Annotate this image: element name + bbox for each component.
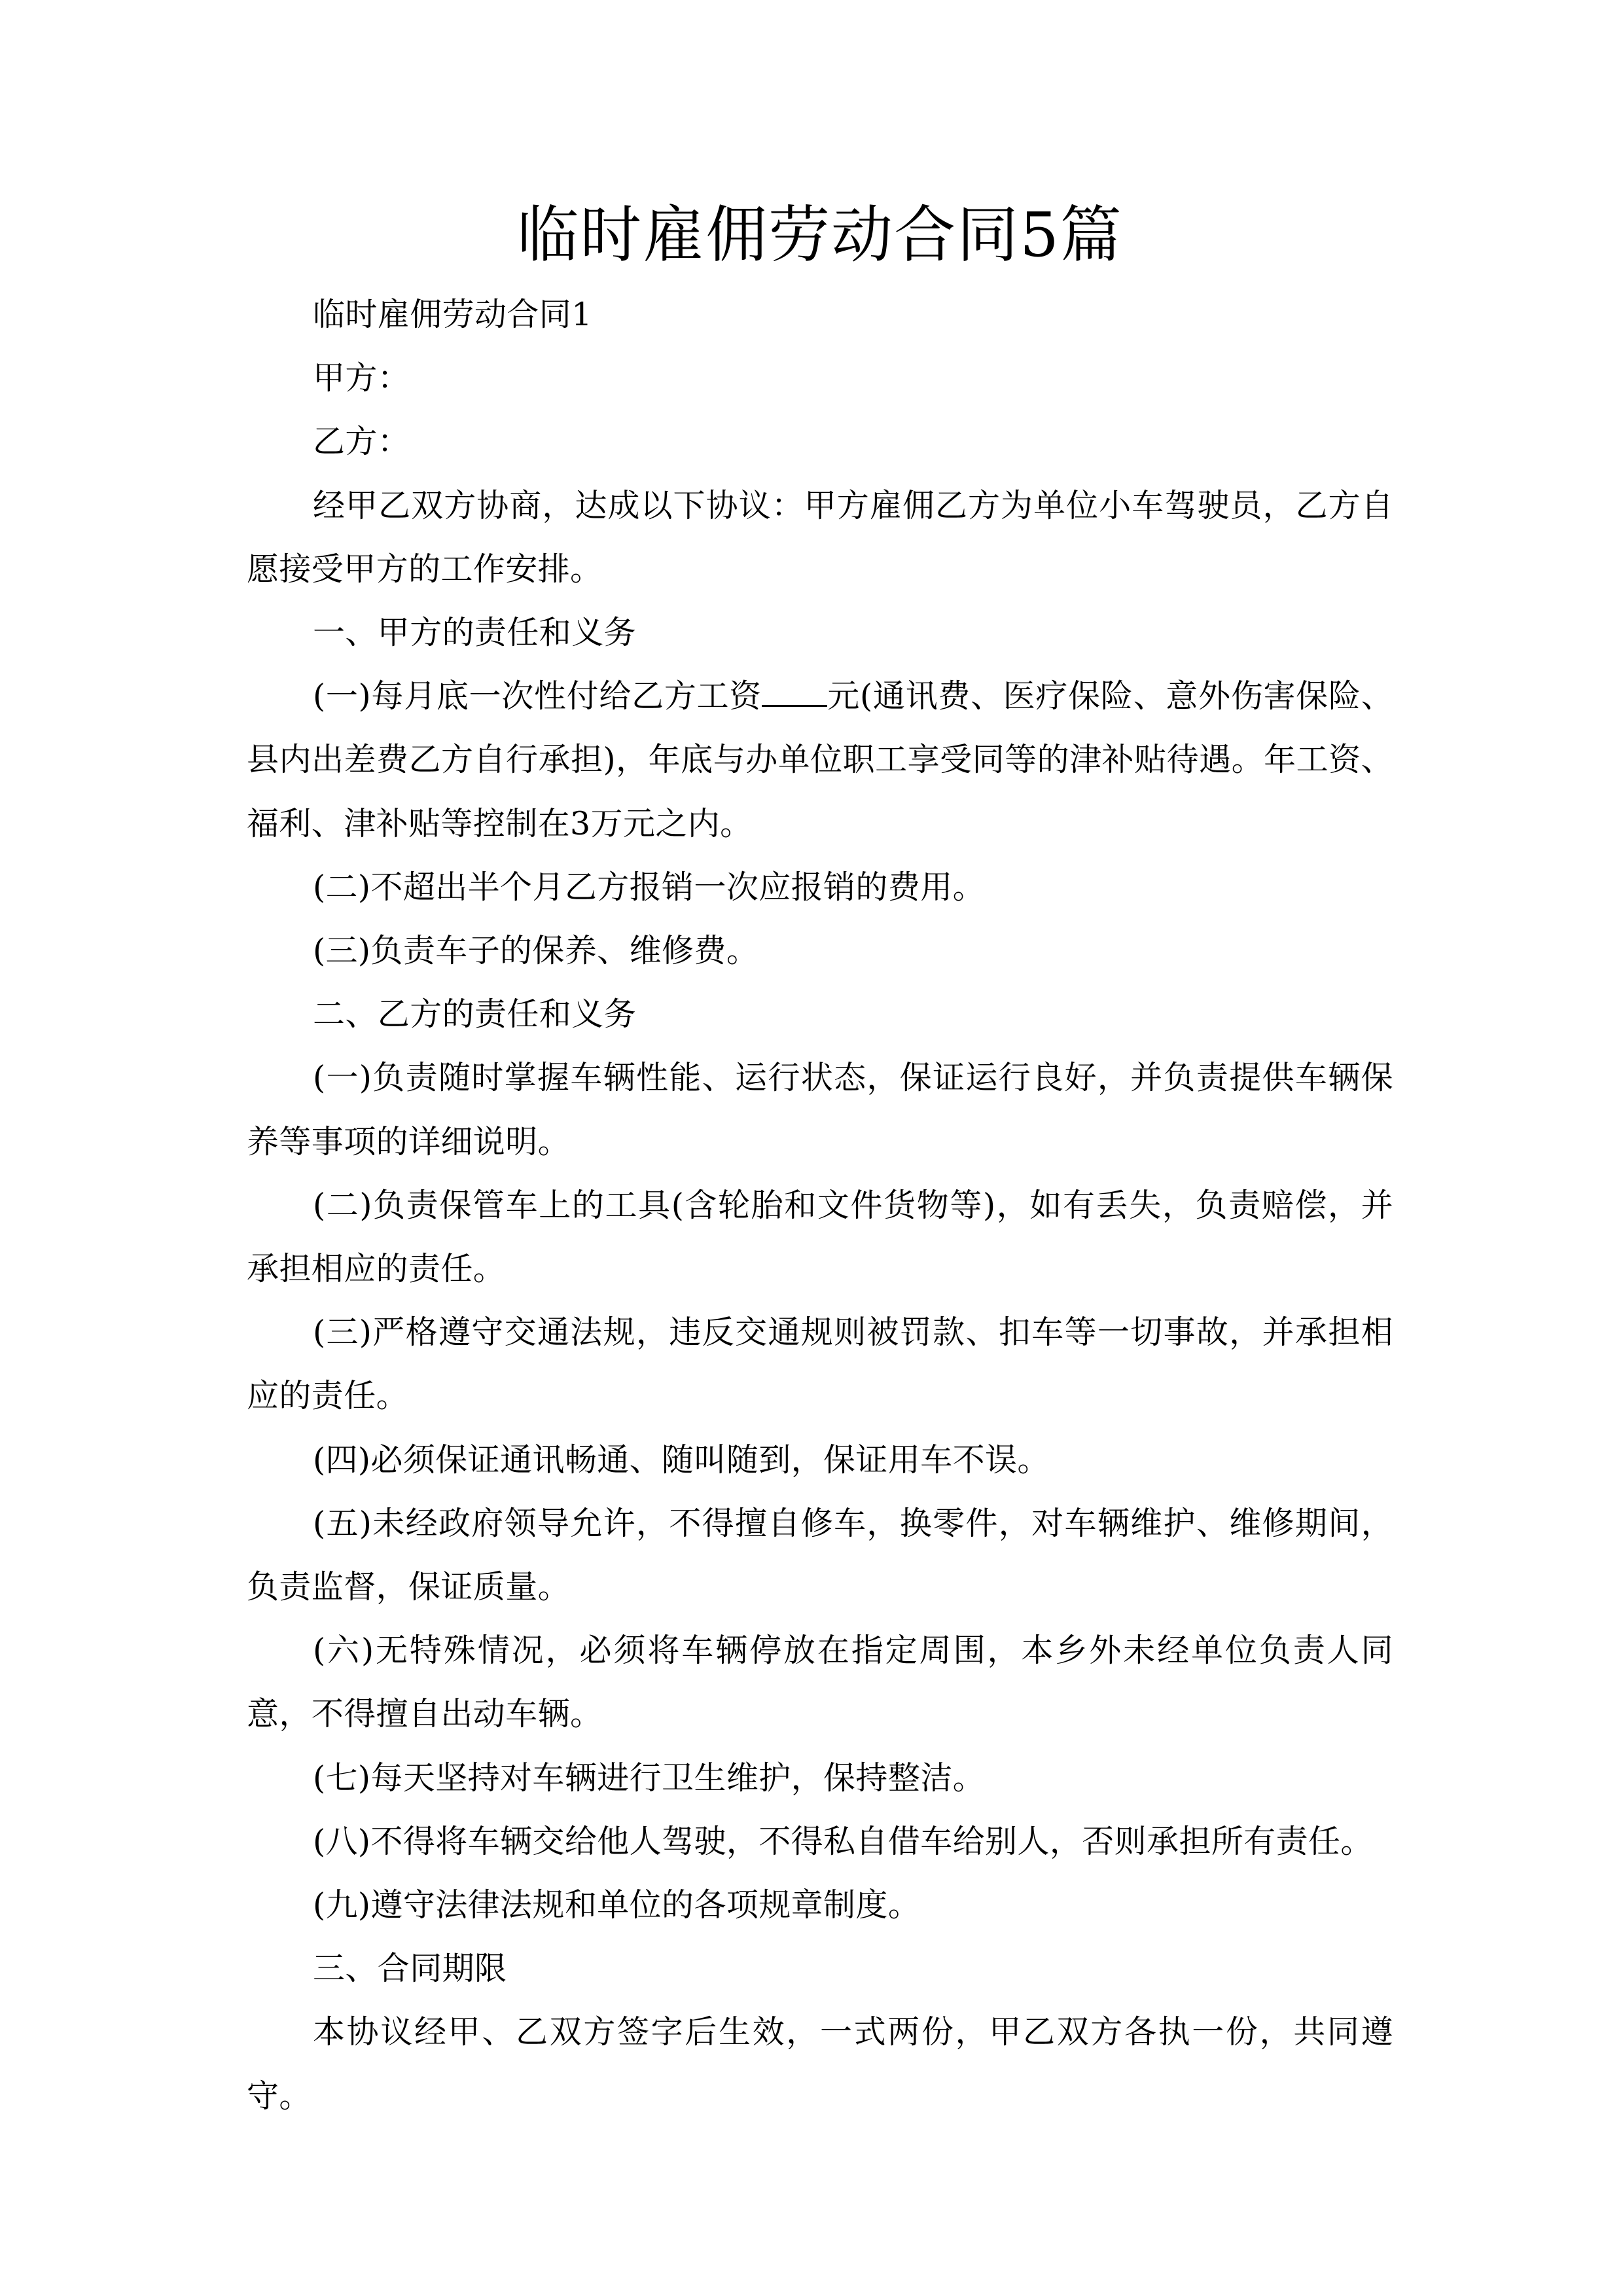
salary-blank-field [762,679,827,707]
section-3-body: 本协议经甲、乙双方签字后生效，一式两份，甲乙双方各执一份，共同遵守。 [247,2013,1393,2115]
section-1-heading: 一、甲方的责任和义务 [313,614,637,652]
section-3-heading: 三、合同期限 [313,1950,507,1988]
section-1-item-3: (三)负责车子的保养、维修费。 [313,932,759,970]
section-1-item-1-after-blank: 元(通讯费、医疗保险、意外伤害保险、县内出差费乙方自行承担)，年底与办单位职工享受同等的津补贴待遇。年工资、福利、津补贴等控制在3万元之内。 [247,677,1393,842]
party-b-label: 乙方： [313,423,410,461]
section-2-item-6: (六)无特殊情况，必须将车辆停放在指定周围，本乡外未经单位负责人同意，不得擅自出动车辆。 [247,1632,1393,1733]
section-2-item-2: (二)负责保管车上的工具(含轮胎和文件货物等)，如有丢失，负责赔偿，并承担相应的责任。 [247,1186,1393,1288]
section-2-item-1: (一)负责随时掌握车辆性能、运行状态，保证运行良好，并负责提供车辆保养等事项的详细说明。 [247,1059,1393,1160]
section-2-item-7: (七)每天坚持对车辆进行卫生维护，保持整洁。 [313,1759,986,1797]
section-2-item-5: (五)未经政府领导允许，不得擅自修车，换零件，对车辆维护、维修期间，负责监督，保证质量。 [247,1504,1393,1606]
section-2-item-4: (四)必须保证通讯畅通、随叫随到，保证用车不误。 [313,1441,1050,1479]
party-a-label: 甲方： [313,359,410,397]
section-1-item-1 [247,664,1393,855]
document-title: 临时雇佣劳动合同5篇 [517,200,1123,271]
section-2-heading: 二、乙方的责任和义务 [313,996,637,1033]
section-1-item-1-before-blank: (一)每月底一次性付给乙方工资 [313,677,762,715]
document-body [247,283,1393,2128]
section-2-item-9: (九)遵守法律法规和单位的各项规章制度。 [313,1886,921,1924]
contract-subtitle: 临时雇佣劳动合同1 [313,296,592,333]
intro-paragraph: 经甲乙双方协商，达成以下协议：甲方雇佣乙方为单位小车驾驶员，乙方自愿接受甲方的工作安排。 [247,486,1393,588]
section-2-item-8: (八)不得将车辆交给他人驾驶，不得私自借车给别人，否则承担所有责任。 [313,1822,1373,1860]
section-1-item-2: (二)不超出半个月乙方报销一次应报销的费用。 [313,868,986,906]
section-2-item-3: (三)严格遵守交通法规，违反交通规则被罚款、扣车等一切事故，并承担相应的责任。 [247,1314,1393,1415]
